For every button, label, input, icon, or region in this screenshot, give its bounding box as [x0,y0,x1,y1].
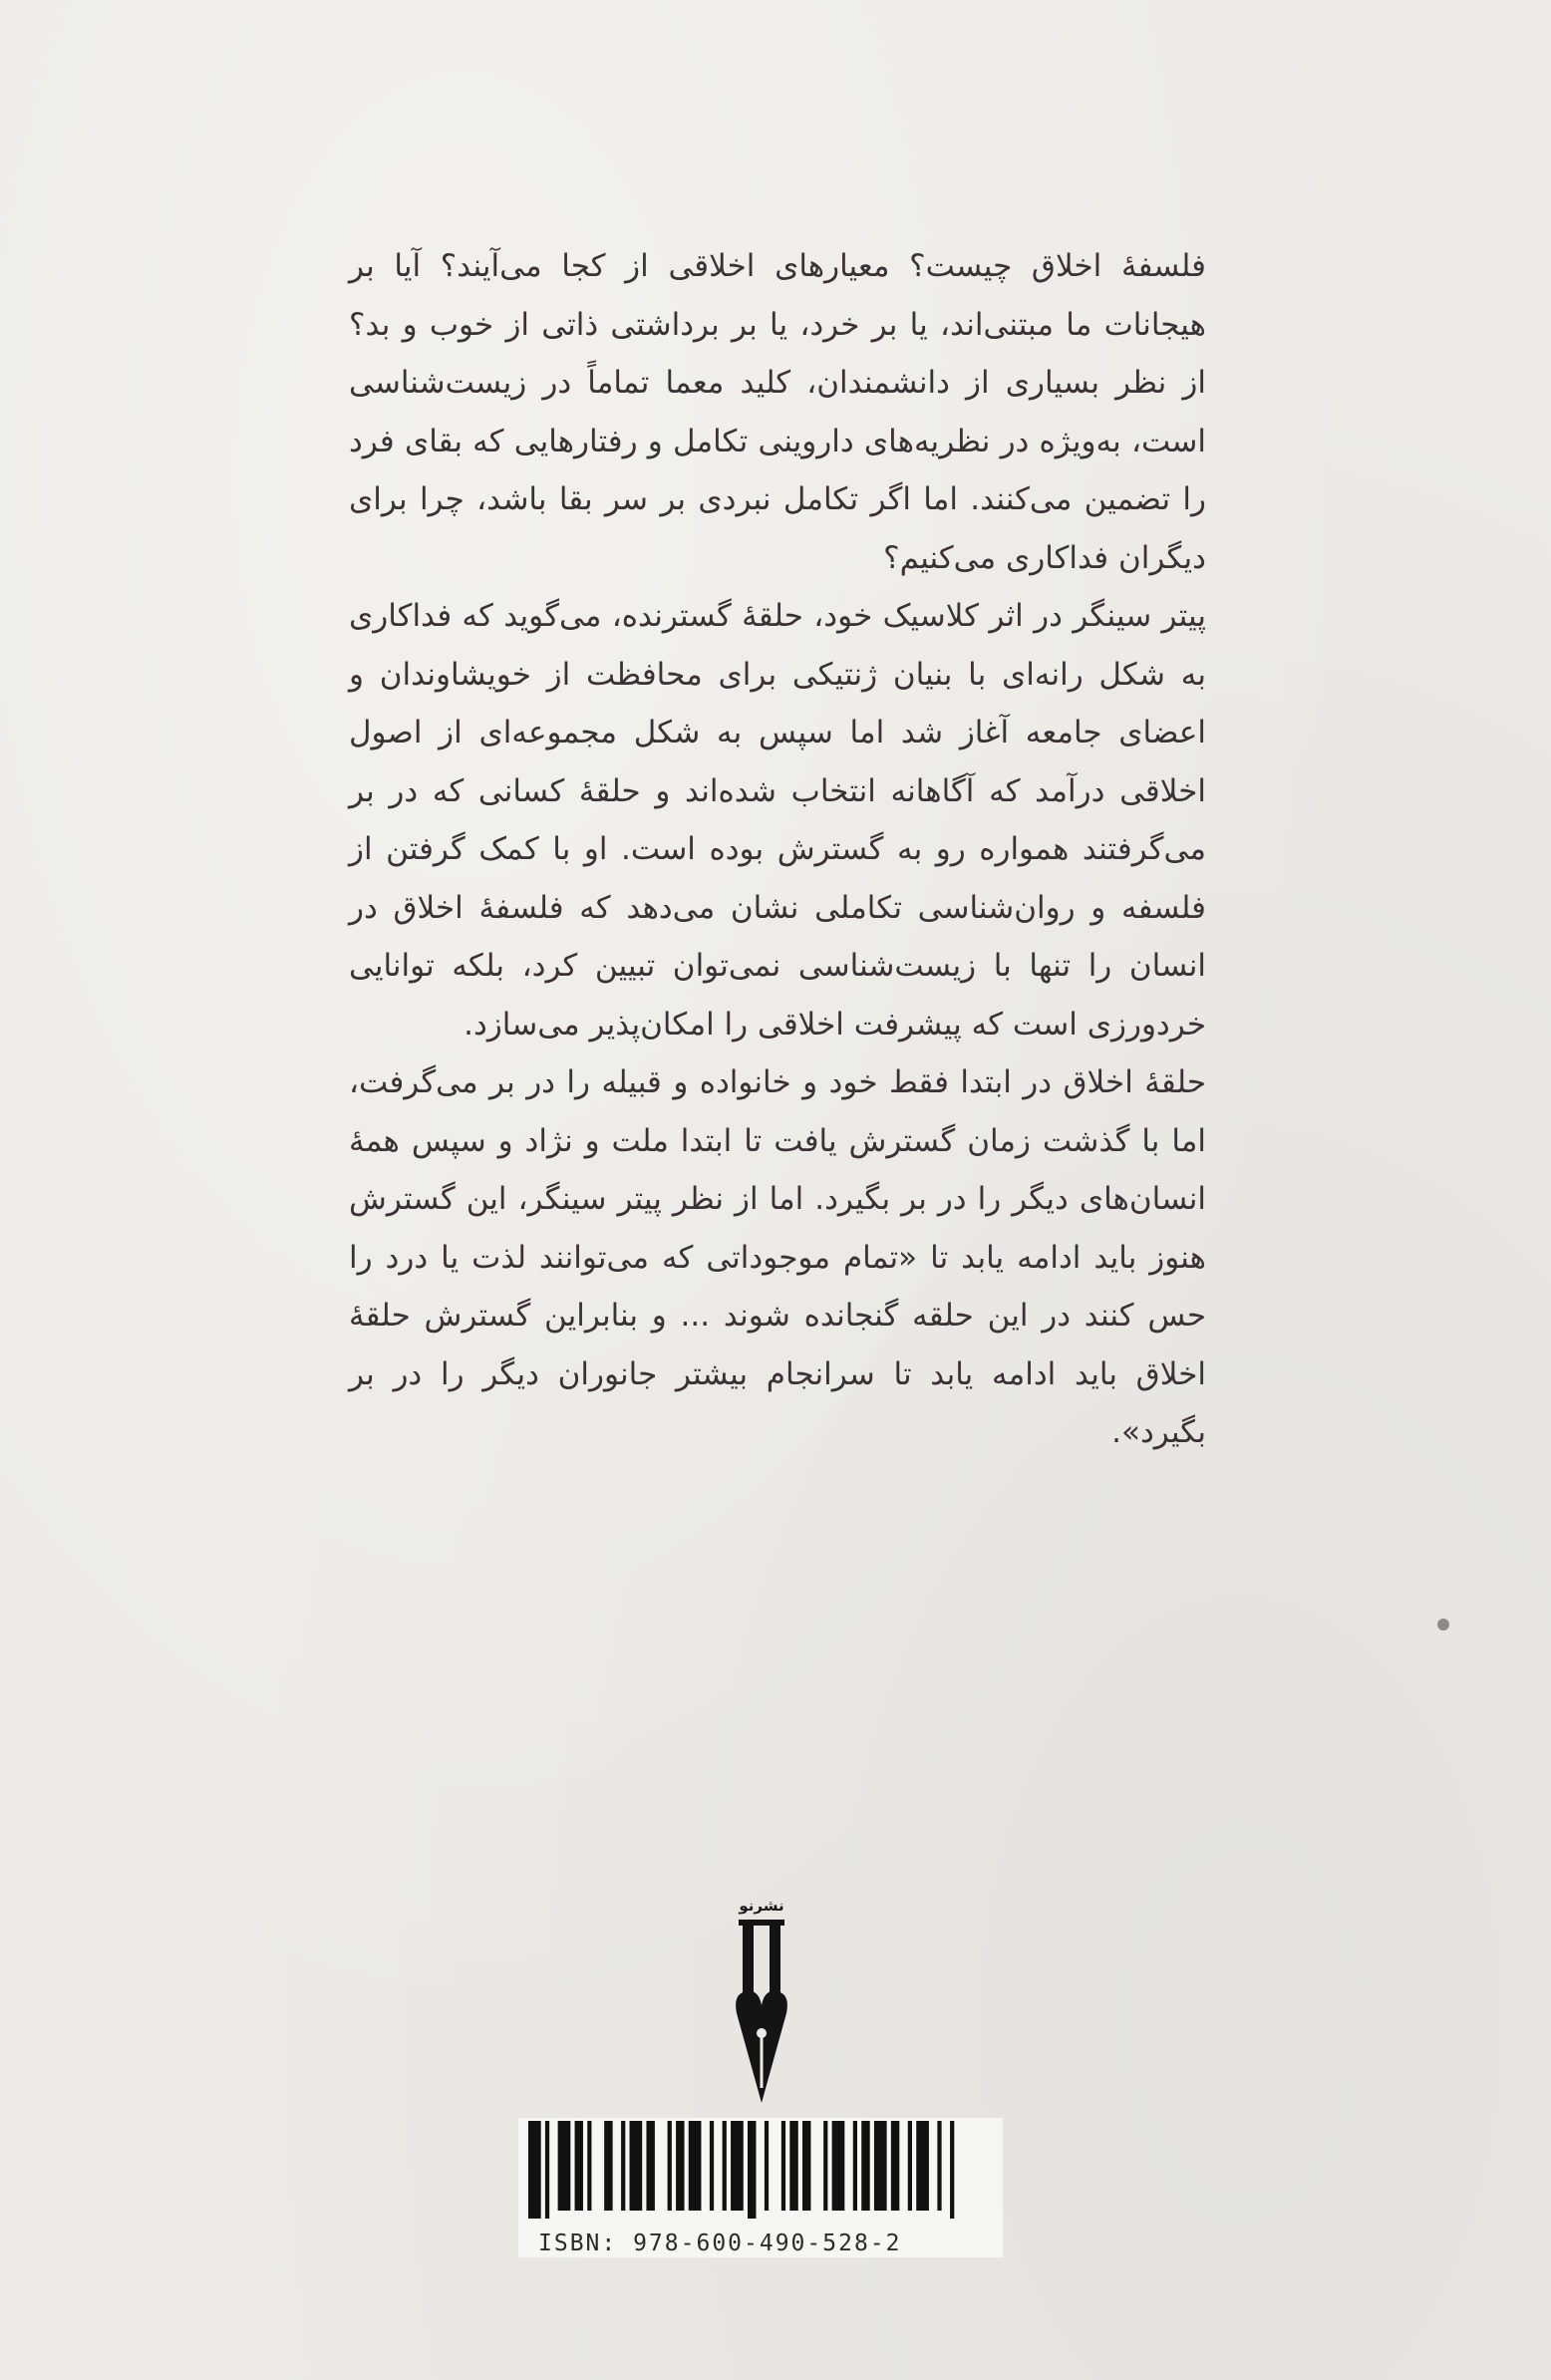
barcode-bar [723,2121,727,2211]
barcode-bar [789,2121,797,2211]
barcode-bar [908,2121,912,2211]
blurb-text [349,237,1206,1462]
publisher-logo-icon [733,1894,790,2113]
barcode-bar [891,2121,899,2211]
blurb-paragraph-3: حلقهٔ اخلاق در ابتدا فقط خود و خانواده و قبیله را در بر می‌گرفت، اما با گذشت زمان گسترش یافت تا ابتدا ملت و نژاد و سپس همهٔ انسان‌های دیگر را در بر بگیرد. اما از نظر پیتر سینگر، این گسترش هنوز باید ادامه یابد تا «تمام موجوداتی که می‌توانند لذت یا درد را حس کنند در این حلقه گنجانده شوند ... و بنابراین گسترش حلقهٔ اخلاق باید ادامه یابد تا سرانجام بیشتر جانوران دیگر را در بر بگیرد». [349,1064,1206,1450]
barcode-bar [621,2121,625,2211]
barcode-bar [558,2121,571,2211]
barcode-bar [604,2121,612,2211]
barcode-bar [668,2121,672,2211]
barcode-bar [630,2121,643,2211]
barcode-bar [545,2121,549,2219]
barcode-bar [731,2121,744,2211]
barcode-icon [528,2121,967,2219]
barcode-bar [950,2121,954,2219]
barcode-bar [861,2121,869,2211]
barcode-bar [676,2121,684,2211]
barcode-bar [823,2121,827,2211]
barcode-bar [765,2121,769,2211]
barcode-bar [646,2121,654,2211]
barcode-bar [710,2121,714,2211]
barcode-bar [937,2121,941,2211]
barcode-bar [802,2121,810,2211]
barcode-bar [874,2121,887,2211]
barcode-bar [916,2121,929,2211]
barcode-bar [587,2121,591,2211]
barcode-bar [689,2121,702,2211]
barcode-bar [832,2121,845,2211]
barcode-bar [575,2121,583,2211]
blurb-paragraph-1: فلسفهٔ اخلاق چیست؟ معیارهای اخلاقی از کجا می‌آیند؟ آیا بر هیجانات ما مبتنی‌اند، یا بر خرد، یا بر برداشتی ذاتی از خوب و بد؟ از نظر بسیاری از دانشمندان، کلید معما تماماً در زیست‌شناسی است، به‌ویژه در نظریه‌های داروینی تکامل و رفتارهایی که بقای فرد را تضمین می‌کنند. اما اگر تکامل نبردی بر سر بقا باشد، چرا برای دیگران فداکاری می‌کنیم؟ [349,248,1206,576]
barcode-bar [528,2121,541,2219]
blurb-paragraph-2: پیتر سینگر در اثر کلاسیک خود، حلقهٔ گسترنده، می‌گوید که فداکاری به شکل رانه‌ای با بنیان ژنتیکی برای محافظت از خویشاوندان و اعضای جامعه آغاز شد اما سپس به شکل مجموعه‌ای از اصول اخلاقی درآمد که آگاهانه انتخاب شده‌اند و حلقهٔ کسانی که در بر می‌گرفتند همواره رو به گسترش بوده است. او با کمک گرفتن از فلسفه و روان‌شناسی تکاملی نشان می‌دهد که فلسفهٔ اخلاق در انسان را تنها با زیست‌شناسی نمی‌توان تبیین کرد، بلکه توانایی خردورزی است که پیشرفت اخلاقی را امکان‌پذیر می‌سازد. [349,598,1206,1042]
publisher-name: نشرنو [739,1897,784,1915]
barcode-bar [781,2121,785,2211]
barcode-bar [853,2121,857,2211]
paper-speck [1437,1619,1449,1631]
isbn-number: ISBN: 978-600-490-528-2 [538,2231,902,2256]
barcode-bar [748,2121,756,2219]
